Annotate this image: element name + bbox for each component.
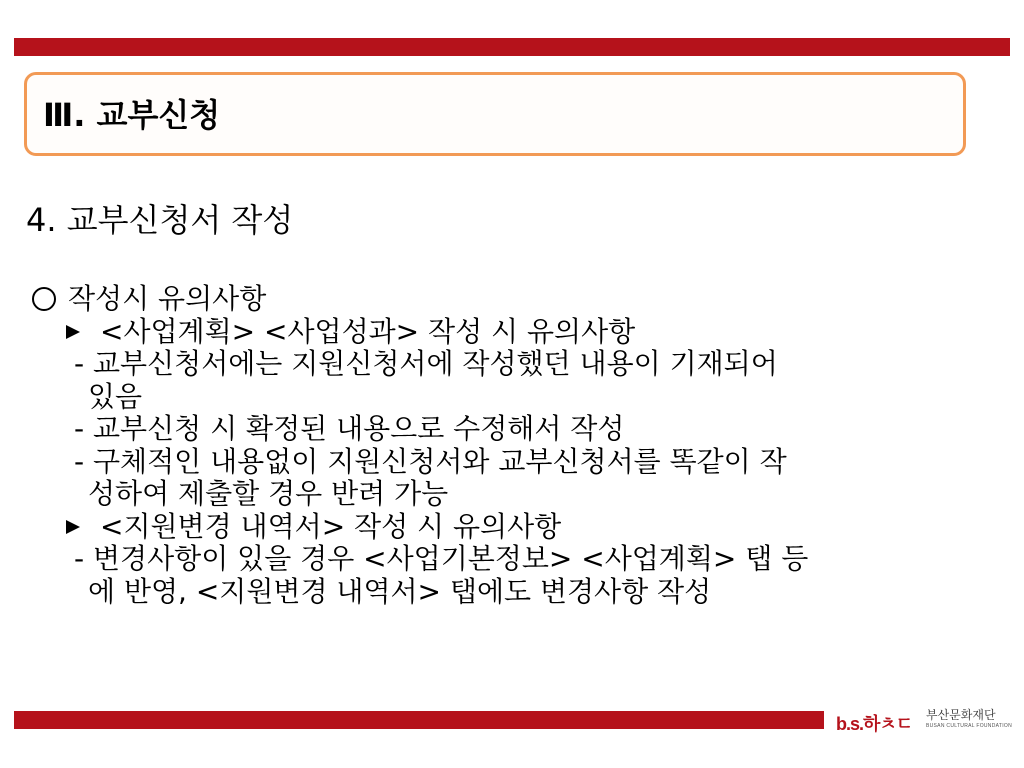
sub-heading-text: <지원변경 내역서> 작성 시 유의사항 (100, 509, 562, 543)
title-box (24, 72, 966, 156)
top-decorative-bar (14, 38, 1010, 56)
sub-heading-text: <사업계획> <사업성과> 작성 시 유의사항 (100, 314, 636, 348)
section-heading: 4. 교부신청서 작성 (26, 201, 294, 239)
detail-line-continued: 성하여 제출할 경우 반려 가능 (88, 477, 449, 510)
circle-bullet-icon (32, 287, 56, 311)
logo-mark-icon: b.s.하ㅊㄷ (836, 714, 913, 734)
detail-line: - 교부신청 시 확정된 내용으로 수정해서 작성 (74, 412, 625, 445)
slide-title: Ⅲ. 교부신청 (43, 96, 221, 134)
detail-line: - 변경사항이 있을 경우 <사업기본정보> <사업계획> 탭 등 (74, 542, 809, 575)
detail-line: - 구체적인 내용없이 지원신청서와 교부신청서를 똑같이 작 (74, 444, 787, 478)
triangle-arrow-icon (66, 325, 80, 339)
triangle-arrow-icon (66, 520, 80, 534)
sub-heading-row (30, 316, 1002, 349)
logo-org-name-en: BUSAN CULTURAL FOUNDATION (926, 723, 1013, 729)
bottom-decorative-bar (14, 711, 824, 729)
slide-content (30, 283, 1002, 608)
detail-line-continued: 에 반영, <지원변경 내역서> 탭에도 변경사항 작성 (88, 574, 712, 608)
bullet-row (30, 283, 1002, 316)
bullet-text: 작성시 유의사항 (68, 282, 267, 315)
sub-heading-row (30, 511, 1002, 544)
logo-org-name: 부산문화재단 (926, 708, 996, 722)
foundation-logo (836, 706, 1016, 736)
detail-line-continued: 있음 (88, 379, 143, 413)
detail-line: - 교부신청서에는 지원신청서에 작성했던 내용이 기재되어 (74, 347, 778, 380)
